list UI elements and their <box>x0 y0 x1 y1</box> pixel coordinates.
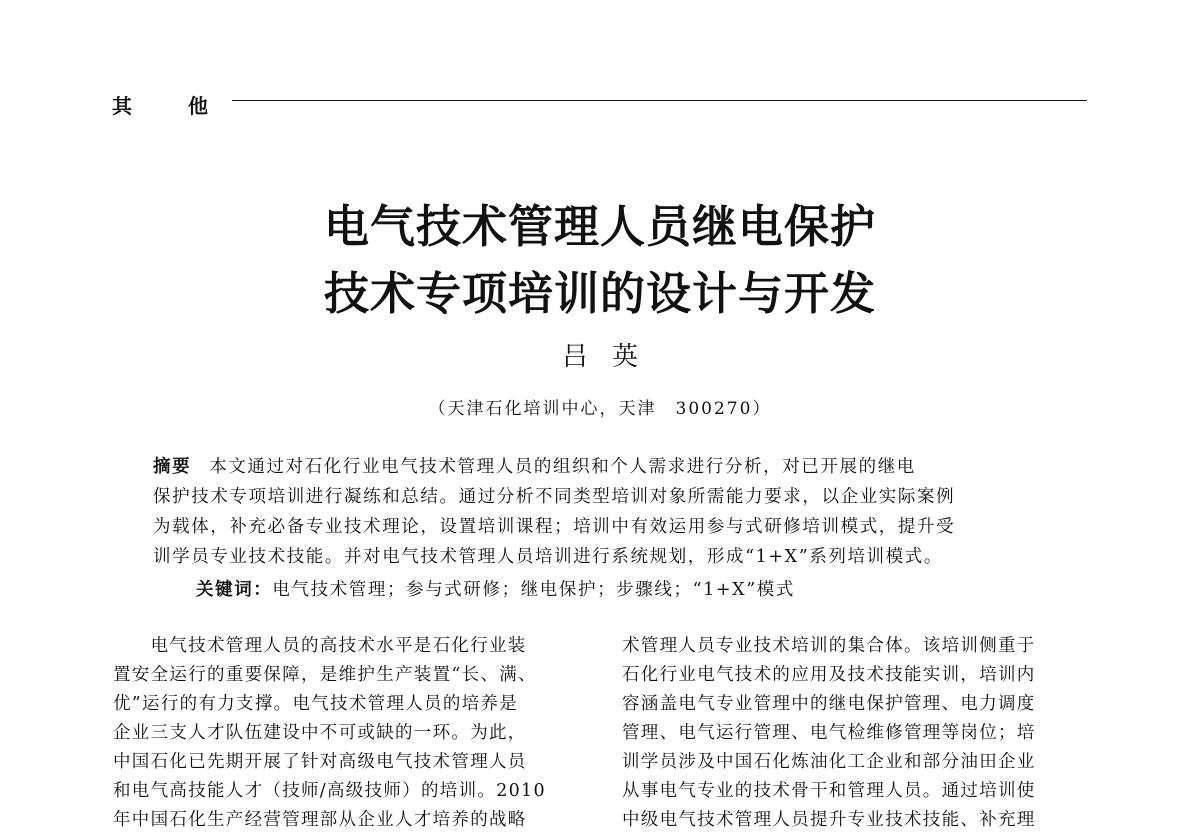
abstract-line: 训学员专业技术技能。并对电气技术管理人员培训进行系统规划，形成“1+X”系列培训模式。 <box>153 547 943 567</box>
body-line: 置安全运行的重要保障，是维护生产装置“长、满、 <box>113 665 537 685</box>
abstract-text: 本文通过对石化行业电气技术管理人员的组织和个人需求进行分析，对已开展的继电 <box>209 457 916 477</box>
section-label-char-2: 他 <box>188 94 208 118</box>
section-label-char-1: 其 <box>112 94 132 118</box>
body-line: 中级电气技术管理人员提升专业技术技能、补充理 <box>622 810 1036 830</box>
body-line: 石化行业电气技术的应用及技术技能实训，培训内 <box>622 665 1036 685</box>
body-line: 管理、电气运行管理、电气检维修管理等岗位；培 <box>622 723 1036 743</box>
body-line: 中国石化已先期开展了针对高级电气技术管理人员 <box>113 752 527 772</box>
title-line-1: 电气技术管理人员继电保护 <box>323 200 876 253</box>
keywords <box>196 576 795 601</box>
section-label <box>112 90 208 119</box>
body-line: 年中国石化生产经营管理部从企业人才培养的战略 <box>113 810 527 830</box>
abstract <box>153 452 1046 572</box>
body-line: 电气技术管理人员的高技术水平是石化行业装 <box>113 636 527 656</box>
keywords-label: 关键词： <box>196 580 273 600</box>
body-line: 从事电气专业的技术骨干和管理人员。通过培训使 <box>622 781 1036 801</box>
body-line: 容涵盖电气专业管理中的继电保护管理、电力调度 <box>622 694 1036 714</box>
section-rule <box>232 100 1087 101</box>
body-column-left <box>113 632 583 835</box>
author-name: 吕英 <box>561 342 662 372</box>
body-column-right <box>622 632 1092 835</box>
abstract-line: 保护技术专项培训进行凝练和总结。通过分析不同类型培训对象所需能力要求，以企业实际案例 <box>153 487 956 507</box>
keywords-text: 电气技术管理；参与式研修；继电保护；步骤线；“1+X”模式 <box>272 580 795 600</box>
body-line: 术管理人员专业技术培训的集合体。该培训侧重于 <box>622 636 1036 656</box>
abstract-line: 为载体，补充必备专业技术理论，设置培训课程；培训中有效运用参与式研修培训模式，提升受 <box>153 517 956 537</box>
body-line: 和电气高技能人才（技师/高级技师）的培训。2010 <box>113 781 546 801</box>
body-line: 训学员涉及中国石化炼油化工企业和部分油田企业 <box>622 752 1036 772</box>
abstract-line <box>153 452 1046 482</box>
abstract-label: 摘要 <box>153 457 192 477</box>
body-line: 优”运行的有力支撑。电气技术管理人员的培养是 <box>113 694 519 714</box>
author-affiliation: （天津石化培训中心，天津 300270） <box>428 399 772 419</box>
body-line: 企业三支人才队伍建设中不可或缺的一环。为此， <box>113 723 527 743</box>
title-line-2: 技术专项培训的设计与开发 <box>323 267 876 320</box>
